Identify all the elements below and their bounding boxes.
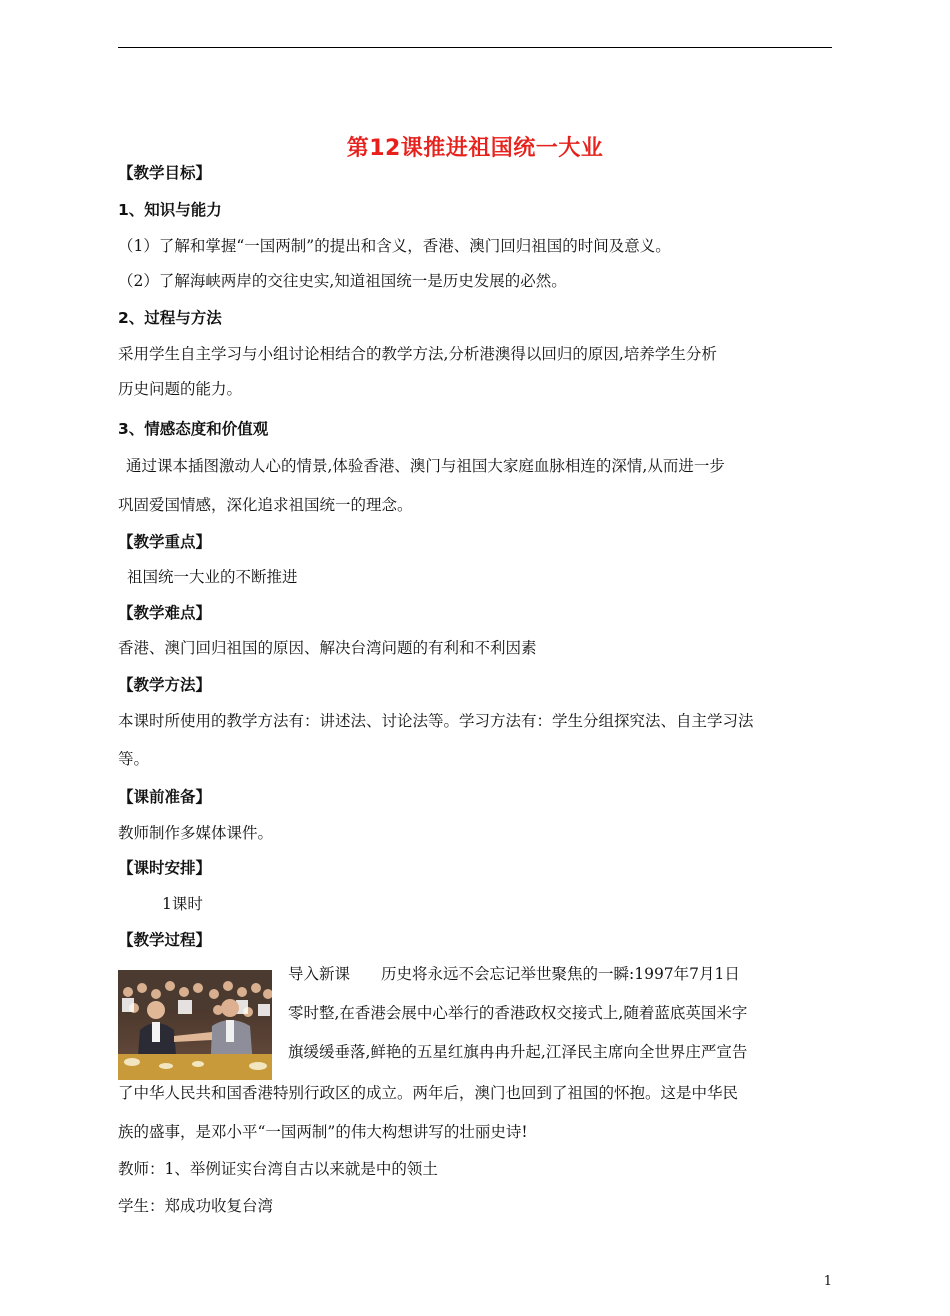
section-header-prep: 【课前准备】 — [118, 788, 212, 806]
section-header-process: 【教学过程】 — [118, 931, 212, 949]
goal-heading-process: 2、过程与方法 — [118, 309, 222, 327]
page-number: 1 — [823, 1274, 832, 1289]
schedule-text: 1课时 — [162, 895, 203, 913]
section-header-difficult: 【教学难点】 — [118, 604, 212, 622]
process-text: 教师：1、举例证实台湾自古以来就是中的领土 — [118, 1160, 438, 1178]
difficult-text: 香港、澳门回归祖国的原因、解决台湾问题的有利和不利因素 — [118, 639, 537, 657]
handover-ceremony-photo — [118, 970, 272, 1080]
process-text: 零时整,在香港会展中心举行的香港政权交接式上,随着蓝底英国米字 — [288, 1004, 748, 1022]
goal-text: 历史问题的能力。 — [118, 380, 243, 398]
process-text: 导入新课 历史将永远不会忘记举世聚焦的一瞬:1997年7月1日 — [288, 965, 740, 983]
page-title: 第12课推进祖国统一大业 — [346, 136, 604, 161]
section-header-goals: 【教学目标】 — [118, 164, 212, 182]
process-text: 了中华人民共和国香港特别行政区的成立。两年后，澳门也回到了祖国的怀抱。这是中华民 — [118, 1084, 739, 1102]
process-text: 族的盛事，是邓小平“一国两制”的伟大构想讲写的壮丽史诗! — [118, 1123, 528, 1141]
goal-text: （1）了解和掌握“一国两制”的提出和含义，香港、澳门回归祖国的时间及意义。 — [118, 237, 671, 255]
goal-text: 巩固爱国情感，深化追求祖国统一的理念。 — [118, 496, 413, 514]
goal-text: 通过课本插图激动人心的情景,体验香港、澳门与祖国大家庭血脉相连的深情,从而进一步 — [126, 457, 725, 475]
method-text: 等。 — [118, 750, 150, 768]
section-header-schedule: 【课时安排】 — [118, 859, 212, 877]
goal-heading-values: 3、情感态度和价值观 — [118, 420, 269, 438]
process-text: 旗缓缓垂落,鲜艳的五星红旗冉冉升起,江泽民主席向全世界庄严宣告 — [288, 1043, 748, 1061]
header-rule — [118, 47, 832, 48]
key-text: 祖国统一大业的不断推进 — [127, 568, 298, 586]
goal-text: 采用学生自主学习与小组讨论相结合的教学方法,分析港澳得以回归的原因,培养学生分析 — [118, 345, 717, 363]
goal-heading-knowledge: 1、知识与能力 — [118, 201, 222, 219]
method-text: 本课时所使用的教学方法有：讲述法、讨论法等。学习方法有：学生分组探究法、自主学习法 — [118, 712, 754, 730]
section-header-key: 【教学重点】 — [118, 533, 212, 551]
process-text: 学生：郑成功收复台湾 — [118, 1197, 274, 1215]
goal-text: （2）了解海峡两岸的交往史实,知道祖国统一是历史发展的必然。 — [118, 272, 567, 290]
section-header-method: 【教学方法】 — [118, 676, 212, 694]
prep-text: 教师制作多媒体课件。 — [118, 824, 274, 842]
